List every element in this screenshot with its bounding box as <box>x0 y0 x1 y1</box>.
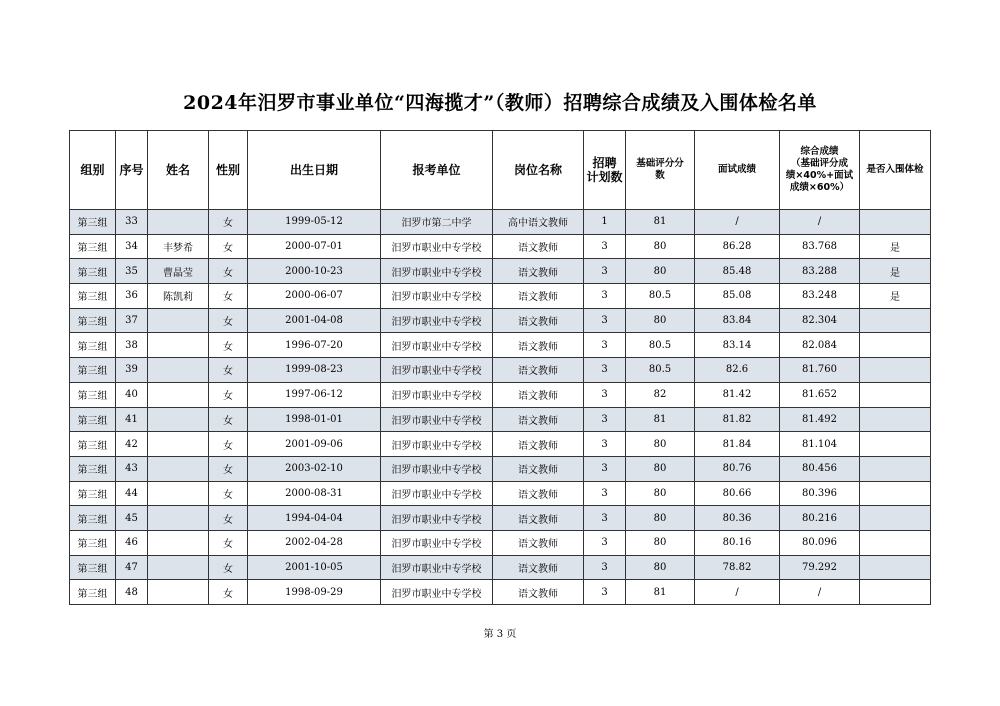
cell-pass <box>860 407 931 432</box>
table-row <box>70 210 931 235</box>
cell-unit: 汨罗市第二中学 <box>381 210 493 235</box>
table-row <box>70 530 931 555</box>
cell-birth-date: 2003-02-10 <box>248 456 381 481</box>
cell-group: 第三组 <box>70 358 116 383</box>
cell-post: 语文教师 <box>493 580 584 605</box>
cell-unit: 汨罗市职业中专学校 <box>381 530 493 555</box>
cell-unit: 汨罗市职业中专学校 <box>381 259 493 284</box>
cell-interview-score: 81.42 <box>695 382 780 407</box>
cell-birth-date: 1998-09-29 <box>248 580 381 605</box>
cell-base-score: 80 <box>626 481 695 506</box>
cell-interview-score: 80.66 <box>695 481 780 506</box>
header-interview-score: 面试成绩 <box>695 131 780 210</box>
cell-name <box>148 506 209 531</box>
cell-name <box>148 308 209 333</box>
cell-group: 第三组 <box>70 481 116 506</box>
cell-name <box>148 210 209 235</box>
cell-plan: 3 <box>584 234 626 259</box>
header-birth-date: 出生日期 <box>248 131 381 210</box>
cell-base-score: 81 <box>626 210 695 235</box>
cell-base-score: 80 <box>626 456 695 481</box>
header-total-line2: （基础评分成 <box>790 158 848 169</box>
header-total-line4: 成绩×60%） <box>789 182 850 193</box>
cell-group: 第三组 <box>70 382 116 407</box>
table-row <box>70 259 931 284</box>
cell-unit: 汨罗市职业中专学校 <box>381 284 493 309</box>
cell-base-score: 80 <box>626 234 695 259</box>
cell-name <box>148 580 209 605</box>
cell-unit: 汨罗市职业中专学校 <box>381 407 493 432</box>
cell-post: 语文教师 <box>493 333 584 358</box>
cell-birth-date: 1997-06-12 <box>248 382 381 407</box>
cell-total-score: 81.104 <box>780 432 860 457</box>
cell-name <box>148 407 209 432</box>
cell-unit: 汨罗市职业中专学校 <box>381 580 493 605</box>
header-gender: 性别 <box>209 131 248 210</box>
cell-group: 第三组 <box>70 580 116 605</box>
cell-total-score: 81.492 <box>780 407 860 432</box>
header-post: 岗位名称 <box>493 131 584 210</box>
cell-seq: 48 <box>116 580 148 605</box>
cell-name <box>148 358 209 383</box>
cell-base-score: 80 <box>626 506 695 531</box>
cell-gender: 女 <box>209 530 248 555</box>
cell-group: 第三组 <box>70 432 116 457</box>
cell-total-score: 83.288 <box>780 259 860 284</box>
cell-group: 第三组 <box>70 555 116 580</box>
table-row <box>70 333 931 358</box>
cell-name: 丰梦希 <box>148 234 209 259</box>
cell-total-score: 82.304 <box>780 308 860 333</box>
cell-interview-score: / <box>695 580 780 605</box>
table-row <box>70 456 931 481</box>
cell-unit: 汨罗市职业中专学校 <box>381 382 493 407</box>
table-row <box>70 506 931 531</box>
cell-total-score: 79.292 <box>780 555 860 580</box>
header-base-line1: 基础评分分 <box>636 158 684 169</box>
cell-plan: 3 <box>584 284 626 309</box>
cell-group: 第三组 <box>70 456 116 481</box>
cell-post: 语文教师 <box>493 506 584 531</box>
cell-total-score: / <box>780 580 860 605</box>
cell-gender: 女 <box>209 481 248 506</box>
header-name: 姓名 <box>148 131 209 210</box>
cell-birth-date: 2002-04-28 <box>248 530 381 555</box>
cell-gender: 女 <box>209 284 248 309</box>
cell-group: 第三组 <box>70 284 116 309</box>
table-row <box>70 358 931 383</box>
cell-pass <box>860 382 931 407</box>
cell-interview-score: 81.84 <box>695 432 780 457</box>
cell-interview-score: 81.82 <box>695 407 780 432</box>
cell-base-score: 81 <box>626 580 695 605</box>
cell-post: 语文教师 <box>493 555 584 580</box>
cell-post: 高中语文教师 <box>493 210 584 235</box>
cell-post: 语文教师 <box>493 284 584 309</box>
cell-post: 语文教师 <box>493 456 584 481</box>
cell-birth-date: 2000-07-01 <box>248 234 381 259</box>
cell-unit: 汨罗市职业中专学校 <box>381 506 493 531</box>
cell-interview-score: 80.36 <box>695 506 780 531</box>
header-group: 组别 <box>70 131 116 210</box>
cell-birth-date: 2000-08-31 <box>248 481 381 506</box>
cell-post: 语文教师 <box>493 358 584 383</box>
cell-plan: 3 <box>584 432 626 457</box>
cell-interview-score: 83.14 <box>695 333 780 358</box>
cell-unit: 汨罗市职业中专学校 <box>381 358 493 383</box>
table-row <box>70 407 931 432</box>
cell-pass <box>860 432 931 457</box>
cell-pass <box>860 333 931 358</box>
cell-gender: 女 <box>209 456 248 481</box>
cell-group: 第三组 <box>70 210 116 235</box>
cell-group: 第三组 <box>70 506 116 531</box>
table-row <box>70 284 931 309</box>
cell-group: 第三组 <box>70 530 116 555</box>
cell-gender: 女 <box>209 308 248 333</box>
cell-plan: 3 <box>584 580 626 605</box>
cell-pass <box>860 456 931 481</box>
cell-post: 语文教师 <box>493 382 584 407</box>
cell-post: 语文教师 <box>493 259 584 284</box>
cell-plan: 3 <box>584 259 626 284</box>
table-row <box>70 481 931 506</box>
cell-gender: 女 <box>209 506 248 531</box>
cell-interview-score: 80.16 <box>695 530 780 555</box>
cell-seq: 44 <box>116 481 148 506</box>
cell-base-score: 80 <box>626 555 695 580</box>
cell-interview-score: / <box>695 210 780 235</box>
cell-seq: 45 <box>116 506 148 531</box>
cell-interview-score: 85.48 <box>695 259 780 284</box>
cell-group: 第三组 <box>70 234 116 259</box>
cell-name <box>148 481 209 506</box>
cell-plan: 3 <box>584 530 626 555</box>
cell-pass <box>860 308 931 333</box>
cell-post: 语文教师 <box>493 481 584 506</box>
cell-total-score: 80.456 <box>780 456 860 481</box>
cell-gender: 女 <box>209 432 248 457</box>
page-number: 第 3 页 <box>483 629 517 640</box>
cell-gender: 女 <box>209 580 248 605</box>
cell-seq: 39 <box>116 358 148 383</box>
cell-plan: 3 <box>584 333 626 358</box>
cell-interview-score: 80.76 <box>695 456 780 481</box>
cell-seq: 37 <box>116 308 148 333</box>
cell-interview-score: 83.84 <box>695 308 780 333</box>
cell-birth-date: 2001-09-06 <box>248 432 381 457</box>
cell-plan: 3 <box>584 506 626 531</box>
cell-name <box>148 530 209 555</box>
cell-total-score: 83.248 <box>780 284 860 309</box>
cell-group: 第三组 <box>70 407 116 432</box>
cell-total-score: 80.096 <box>780 530 860 555</box>
cell-seq: 47 <box>116 555 148 580</box>
cell-plan: 3 <box>584 308 626 333</box>
cell-base-score: 80.5 <box>626 333 695 358</box>
header-total-line3: 绩×40%+面试 <box>785 170 854 181</box>
cell-gender: 女 <box>209 555 248 580</box>
cell-gender: 女 <box>209 259 248 284</box>
header-base-line2: 数 <box>655 170 665 181</box>
cell-pass <box>860 506 931 531</box>
cell-interview-score: 86.28 <box>695 234 780 259</box>
cell-plan: 3 <box>584 358 626 383</box>
cell-name: 曹晶莹 <box>148 259 209 284</box>
cell-total-score: 81.760 <box>780 358 860 383</box>
cell-name: 陈凯莉 <box>148 284 209 309</box>
cell-unit: 汨罗市职业中专学校 <box>381 555 493 580</box>
cell-unit: 汨罗市职业中专学校 <box>381 308 493 333</box>
table-row <box>70 555 931 580</box>
cell-birth-date: 2000-10-23 <box>248 259 381 284</box>
cell-seq: 43 <box>116 456 148 481</box>
header-seq: 序号 <box>116 131 148 210</box>
cell-base-score: 80.5 <box>626 358 695 383</box>
cell-unit: 汨罗市职业中专学校 <box>381 432 493 457</box>
header-unit: 报考单位 <box>381 131 493 210</box>
cell-post: 语文教师 <box>493 407 584 432</box>
cell-group: 第三组 <box>70 259 116 284</box>
cell-unit: 汨罗市职业中专学校 <box>381 456 493 481</box>
header-plan-line2: 计划数 <box>586 170 623 184</box>
cell-total-score: 83.768 <box>780 234 860 259</box>
results-table <box>69 130 931 605</box>
cell-base-score: 80 <box>626 432 695 457</box>
cell-gender: 女 <box>209 234 248 259</box>
cell-interview-score: 85.08 <box>695 284 780 309</box>
cell-birth-date: 1996-07-20 <box>248 333 381 358</box>
cell-pass <box>860 530 931 555</box>
cell-seq: 42 <box>116 432 148 457</box>
cell-base-score: 80.5 <box>626 284 695 309</box>
cell-name <box>148 555 209 580</box>
cell-plan: 3 <box>584 481 626 506</box>
cell-name <box>148 382 209 407</box>
cell-pass: 是 <box>860 234 931 259</box>
cell-birth-date: 1999-08-23 <box>248 358 381 383</box>
cell-seq: 46 <box>116 530 148 555</box>
cell-post: 语文教师 <box>493 432 584 457</box>
cell-name <box>148 432 209 457</box>
cell-pass: 是 <box>860 259 931 284</box>
table-row <box>70 432 931 457</box>
cell-interview-score: 82.6 <box>695 358 780 383</box>
cell-gender: 女 <box>209 382 248 407</box>
cell-seq: 33 <box>116 210 148 235</box>
header-row <box>70 131 931 210</box>
cell-seq: 40 <box>116 382 148 407</box>
cell-seq: 41 <box>116 407 148 432</box>
cell-gender: 女 <box>209 333 248 358</box>
cell-birth-date: 2001-04-08 <box>248 308 381 333</box>
cell-birth-date: 1999-05-12 <box>248 210 381 235</box>
cell-plan: 3 <box>584 456 626 481</box>
cell-interview-score: 78.82 <box>695 555 780 580</box>
header-total-score <box>780 131 860 210</box>
table-row <box>70 382 931 407</box>
cell-seq: 36 <box>116 284 148 309</box>
cell-birth-date: 1998-01-01 <box>248 407 381 432</box>
cell-post: 语文教师 <box>493 308 584 333</box>
table-row <box>70 234 931 259</box>
cell-base-score: 80 <box>626 259 695 284</box>
table-row <box>70 580 931 605</box>
cell-group: 第三组 <box>70 308 116 333</box>
cell-pass <box>860 481 931 506</box>
cell-plan: 3 <box>584 382 626 407</box>
cell-total-score: 82.084 <box>780 333 860 358</box>
cell-gender: 女 <box>209 358 248 383</box>
cell-post: 语文教师 <box>493 234 584 259</box>
cell-name <box>148 456 209 481</box>
cell-pass: 是 <box>860 284 931 309</box>
header-plan-line1: 招聘 <box>592 156 617 170</box>
cell-base-score: 82 <box>626 382 695 407</box>
cell-plan: 1 <box>584 210 626 235</box>
header-pass-check: 是否入围体检 <box>860 131 931 210</box>
cell-base-score: 80 <box>626 308 695 333</box>
cell-unit: 汨罗市职业中专学校 <box>381 481 493 506</box>
cell-birth-date: 2000-06-07 <box>248 284 381 309</box>
cell-seq: 34 <box>116 234 148 259</box>
cell-total-score: / <box>780 210 860 235</box>
cell-total-score: 81.652 <box>780 382 860 407</box>
cell-birth-date: 2001-10-05 <box>248 555 381 580</box>
cell-plan: 3 <box>584 407 626 432</box>
header-total-line1: 综合成绩 <box>800 146 839 157</box>
cell-post: 语文教师 <box>493 530 584 555</box>
header-plan <box>584 131 626 210</box>
cell-name <box>148 333 209 358</box>
cell-birth-date: 1994-04-04 <box>248 506 381 531</box>
cell-pass <box>860 358 931 383</box>
cell-total-score: 80.216 <box>780 506 860 531</box>
cell-base-score: 80 <box>626 530 695 555</box>
cell-pass <box>860 555 931 580</box>
cell-pass <box>860 210 931 235</box>
cell-group: 第三组 <box>70 333 116 358</box>
cell-plan: 3 <box>584 555 626 580</box>
cell-gender: 女 <box>209 407 248 432</box>
cell-gender: 女 <box>209 210 248 235</box>
table-row <box>70 308 931 333</box>
cell-pass <box>860 580 931 605</box>
cell-total-score: 80.396 <box>780 481 860 506</box>
document-title: 2024年汨罗市事业单位“四海揽才”（教师）招聘综合成绩及入围体检名单 <box>183 92 817 114</box>
header-base-score <box>626 131 695 210</box>
cell-seq: 38 <box>116 333 148 358</box>
cell-seq: 35 <box>116 259 148 284</box>
cell-base-score: 81 <box>626 407 695 432</box>
cell-unit: 汨罗市职业中专学校 <box>381 234 493 259</box>
cell-unit: 汨罗市职业中专学校 <box>381 333 493 358</box>
